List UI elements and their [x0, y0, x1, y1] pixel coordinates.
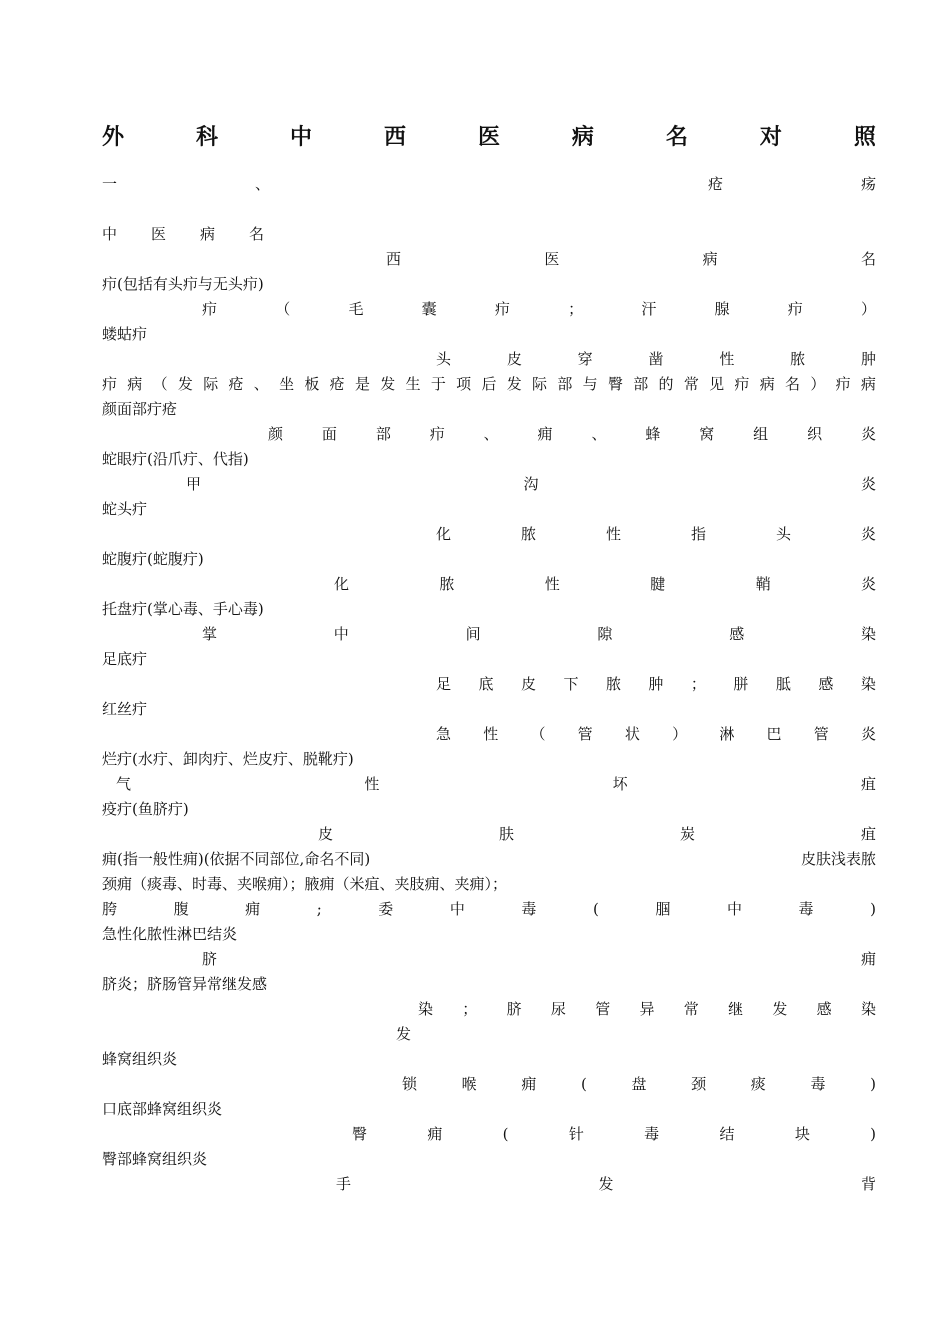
- text-char: 坏: [612, 775, 628, 793]
- western-name-cont: 颈痈（痰毒、时毒、夹喉痈）；腋痈（米疽、夹肢痈、夹痈）；: [102, 875, 508, 893]
- text-char: 头: [775, 525, 791, 543]
- text-char: 腹: [173, 900, 189, 918]
- text-char: 疖: [494, 300, 510, 318]
- title-char: 名: [665, 123, 688, 150]
- text-char: 毒: [521, 900, 537, 918]
- text-char: 名: [785, 375, 801, 393]
- text-char: 皮: [506, 350, 522, 368]
- text-char: 气: [116, 775, 132, 793]
- text-char: 急: [436, 725, 452, 743]
- western-name: [436, 674, 876, 694]
- text-char: (: [592, 900, 599, 918]
- text-char: 发: [506, 375, 522, 393]
- tcm-name-with-western: [102, 849, 876, 869]
- text-char: 炎: [860, 425, 876, 443]
- western-name-part: 皮肤浅表脓: [800, 850, 876, 868]
- western-name: [202, 949, 876, 969]
- text-char: 汗: [641, 300, 657, 318]
- text-char: 常: [683, 375, 699, 393]
- text-char: ): [870, 900, 876, 918]
- text-char: 异: [639, 1000, 655, 1018]
- text-char: ）: [672, 725, 688, 743]
- text-char: 胝: [775, 675, 791, 693]
- western-name: [186, 474, 876, 494]
- text-char: 痈: [427, 1125, 443, 1143]
- text-char: 是: [354, 375, 370, 393]
- text-char: 常: [683, 1000, 699, 1018]
- western-name: [336, 1174, 876, 1194]
- text-char: 疖: [835, 375, 851, 393]
- western-name: [436, 349, 876, 369]
- text-char: 病: [127, 375, 143, 393]
- western-name: [318, 824, 876, 844]
- text-char: 窝: [699, 425, 715, 443]
- text-char: 穿: [577, 350, 593, 368]
- text-char: 疖: [102, 375, 118, 393]
- text-char: 结: [719, 1125, 735, 1143]
- title-char: 外: [102, 123, 125, 150]
- text-char: 毒: [644, 1125, 660, 1143]
- text-char: 头: [436, 350, 452, 368]
- text-char: ）: [810, 375, 826, 393]
- title-char: 西: [383, 123, 406, 150]
- text-char: 中: [449, 900, 465, 918]
- text-char: 凿: [648, 350, 664, 368]
- text-char: 疖: [787, 300, 803, 318]
- text-char: 疖: [734, 375, 750, 393]
- text-char: 疖: [202, 300, 218, 318]
- text-char: 颈: [691, 1075, 707, 1093]
- tcm-name: 蛇腹疔(蛇腹疔): [102, 550, 204, 568]
- tcm-name: 蝼蛄疖: [102, 325, 148, 343]
- tcm-name: 口底部蜂窝组织炎: [102, 1100, 223, 1118]
- western-name: [402, 1074, 876, 1094]
- text-char: 皮: [318, 825, 334, 843]
- text-char: 病: [860, 375, 876, 393]
- text-char: (: [580, 1075, 587, 1093]
- text-char: 背: [860, 1175, 876, 1193]
- text-char: 委: [378, 900, 394, 918]
- text-char: 腱: [650, 575, 666, 593]
- text-char: ；: [462, 1000, 478, 1018]
- text-char: 脓: [439, 575, 455, 593]
- tcm-name: 脐炎；脐肠管异常继发感: [102, 975, 268, 993]
- tcm-name: 红丝疔: [102, 700, 148, 718]
- section-number: 一: [102, 175, 118, 193]
- text-char: 颜: [268, 425, 284, 443]
- tcm-name: 颜面部疔疮: [102, 400, 178, 418]
- text-char: 中: [726, 900, 742, 918]
- title-char: 科: [195, 123, 218, 150]
- western-name: [116, 774, 876, 794]
- text-char: （: [275, 300, 291, 318]
- text-char: 囊: [421, 300, 437, 318]
- western-name: [268, 424, 876, 444]
- text-char: ；: [690, 675, 706, 693]
- text-char: 胯: [102, 900, 118, 918]
- text-char: 坐: [279, 375, 295, 393]
- text-char: 与: [582, 375, 598, 393]
- text-char: 胼: [733, 675, 749, 693]
- text-char: 项: [456, 375, 472, 393]
- text-char: 炎: [860, 475, 876, 493]
- text-char: 疖: [429, 425, 445, 443]
- text-char: 毒: [810, 1075, 826, 1093]
- text-char: 鞘: [755, 575, 771, 593]
- text-char: 组: [753, 425, 769, 443]
- text-char: 病: [702, 250, 718, 268]
- text-char: 、: [253, 375, 269, 393]
- text-char: 巴: [766, 725, 782, 743]
- text-char: 臀: [352, 1125, 368, 1143]
- text-char: 脓: [520, 525, 536, 543]
- text-char: 后: [481, 375, 497, 393]
- title-char: 对: [759, 123, 782, 150]
- text-char: 性: [719, 350, 735, 368]
- text-char: （: [152, 375, 168, 393]
- text-char: 感: [816, 1000, 832, 1018]
- western-name: [202, 624, 876, 644]
- tcm-name: 疖(包括有头疖与无头疖): [102, 275, 264, 293]
- text-char: （: [530, 725, 546, 743]
- tcm-name-part: 痈(指一般性痈)(依据不同部位,命名不同): [102, 850, 371, 868]
- text-char: 脐: [202, 950, 218, 968]
- text-char: 毒: [798, 900, 814, 918]
- tcm-name: 托盘疔(掌心毒、手心毒): [102, 600, 264, 618]
- text-char: 部: [557, 375, 573, 393]
- title-char: 病: [571, 123, 594, 150]
- text-char: 性: [483, 725, 499, 743]
- text-char: ）: [860, 300, 876, 318]
- tcm-name: 蜂窝组织炎: [102, 1050, 178, 1068]
- text-char: 炎: [860, 575, 876, 593]
- tcm-name: 臀部蜂窝组织炎: [102, 1150, 208, 1168]
- text-char: 肿: [648, 675, 664, 693]
- text-char: 肤: [498, 825, 514, 843]
- western-name: [418, 999, 876, 1019]
- text-char: 见: [709, 375, 725, 393]
- section-char-2: 疡: [860, 175, 876, 193]
- text-char: 盘: [631, 1075, 647, 1093]
- text-char: 尿: [550, 1000, 566, 1018]
- document-page: [102, 0, 876, 1344]
- text-char: 染: [860, 1000, 876, 1018]
- text-char: ;: [316, 900, 322, 918]
- section-heading: [102, 174, 876, 194]
- text-char: 腺: [714, 300, 730, 318]
- text-char: 疽: [860, 775, 876, 793]
- title-char: 医: [477, 123, 500, 150]
- text-char: 性: [364, 775, 380, 793]
- text-char: ): [870, 1125, 876, 1143]
- text-char: 染: [860, 625, 876, 643]
- text-char: 际: [203, 375, 219, 393]
- text-char: 疮: [228, 375, 244, 393]
- text-char: 炎: [860, 725, 876, 743]
- text-char: ): [870, 1075, 876, 1093]
- text-char: 于: [430, 375, 446, 393]
- text-char: 脐: [506, 1000, 522, 1018]
- text-char: 部: [633, 375, 649, 393]
- text-char: 块: [794, 1125, 810, 1143]
- text-char: 化: [334, 575, 350, 593]
- text-char: 管: [577, 725, 593, 743]
- text-char: 性: [605, 525, 621, 543]
- text-char: 痈: [245, 900, 261, 918]
- text-char: 痈: [521, 1075, 537, 1093]
- text-char: 蜂: [645, 425, 661, 443]
- text-char: 腘: [655, 900, 671, 918]
- text-char: 痈: [537, 425, 553, 443]
- text-char: 间: [465, 625, 481, 643]
- text-char: 甲: [186, 475, 202, 493]
- text-char: 发: [396, 1025, 412, 1043]
- tcm-name-long: [102, 374, 876, 394]
- text-char: 继: [728, 1000, 744, 1018]
- page-title: [102, 118, 876, 152]
- western-name: [334, 574, 876, 594]
- text-char: 沟: [523, 475, 539, 493]
- text-char: 医: [544, 250, 560, 268]
- text-char: 西: [386, 250, 402, 268]
- text-char: 板: [304, 375, 320, 393]
- western-name: [436, 524, 876, 544]
- text-char: 淋: [719, 725, 735, 743]
- text-char: 毛: [348, 300, 364, 318]
- text-char: 感: [818, 675, 834, 693]
- text-char: 的: [658, 375, 674, 393]
- western-name: [436, 724, 876, 744]
- text-char: 发: [772, 1000, 788, 1018]
- text-char: 针: [568, 1125, 584, 1143]
- text-char: 染: [860, 675, 876, 693]
- tcm-name: 蛇眼疔(沿爪疔、代指): [102, 450, 249, 468]
- text-char: 痈: [860, 950, 876, 968]
- text-char: 名: [860, 250, 876, 268]
- text-char: 底: [478, 675, 494, 693]
- text-char: 痰: [750, 1075, 766, 1093]
- text-char: 状: [624, 725, 640, 743]
- text-char: 生: [405, 375, 421, 393]
- text-char: 管: [595, 1000, 611, 1018]
- text-char: 脓: [605, 675, 621, 693]
- text-char: 锁: [402, 1075, 418, 1093]
- tcm-name-list: [102, 899, 876, 919]
- text-char: 化: [436, 525, 452, 543]
- tcm-name-list-cont: 急性化脓性淋巴结炎: [102, 925, 238, 943]
- text-char: 皮: [520, 675, 536, 693]
- tcm-name: 足底疔: [102, 650, 148, 668]
- text-char: 性: [544, 575, 560, 593]
- column-header-western: [386, 249, 876, 269]
- text-char: 肿: [860, 350, 876, 368]
- text-char: 掌: [202, 625, 218, 643]
- text-char: 指: [690, 525, 706, 543]
- text-char: 发: [598, 1175, 614, 1193]
- western-name: [202, 299, 876, 319]
- text-char: 疽: [860, 825, 876, 843]
- text-char: 、: [483, 425, 499, 443]
- text-char: 感: [729, 625, 745, 643]
- text-char: 喉: [461, 1075, 477, 1093]
- text-char: 隙: [597, 625, 613, 643]
- text-char: 手: [336, 1175, 352, 1193]
- tcm-name: 烂疔(水疔、卸肉疔、烂皮疔、脱靴疔): [102, 750, 354, 768]
- text-char: 发: [177, 375, 193, 393]
- title-char: 中: [289, 123, 312, 150]
- text-char: 面: [321, 425, 337, 443]
- tcm-name: 蛇头疔: [102, 500, 148, 518]
- text-char: 下: [563, 675, 579, 693]
- text-char: 际: [532, 375, 548, 393]
- text-char: 中: [333, 625, 349, 643]
- text-char: (: [502, 1125, 509, 1143]
- text-char: 疮: [329, 375, 345, 393]
- text-char: 染: [418, 1000, 434, 1018]
- column-header-tcm: 中医病名: [102, 225, 299, 243]
- section-char-1: 疮: [707, 175, 723, 193]
- text-char: 炭: [679, 825, 695, 843]
- text-char: 、: [591, 425, 607, 443]
- text-char: 臀: [607, 375, 623, 393]
- text-char: 病: [759, 375, 775, 393]
- section-comma: 、: [254, 175, 270, 193]
- text-char: 炎: [860, 525, 876, 543]
- tcm-name: 疫疔(鱼脐疔): [102, 800, 189, 818]
- text-char: 脓: [790, 350, 806, 368]
- text-char: 发: [380, 375, 396, 393]
- title-char: 照: [853, 123, 876, 150]
- text-char: 织: [807, 425, 823, 443]
- text-char: 管: [813, 725, 829, 743]
- text-char: 部: [375, 425, 391, 443]
- western-name: [352, 1124, 876, 1144]
- western-name-cont: [396, 1024, 876, 1044]
- text-char: 足: [436, 675, 452, 693]
- text-char: ；: [568, 300, 584, 318]
